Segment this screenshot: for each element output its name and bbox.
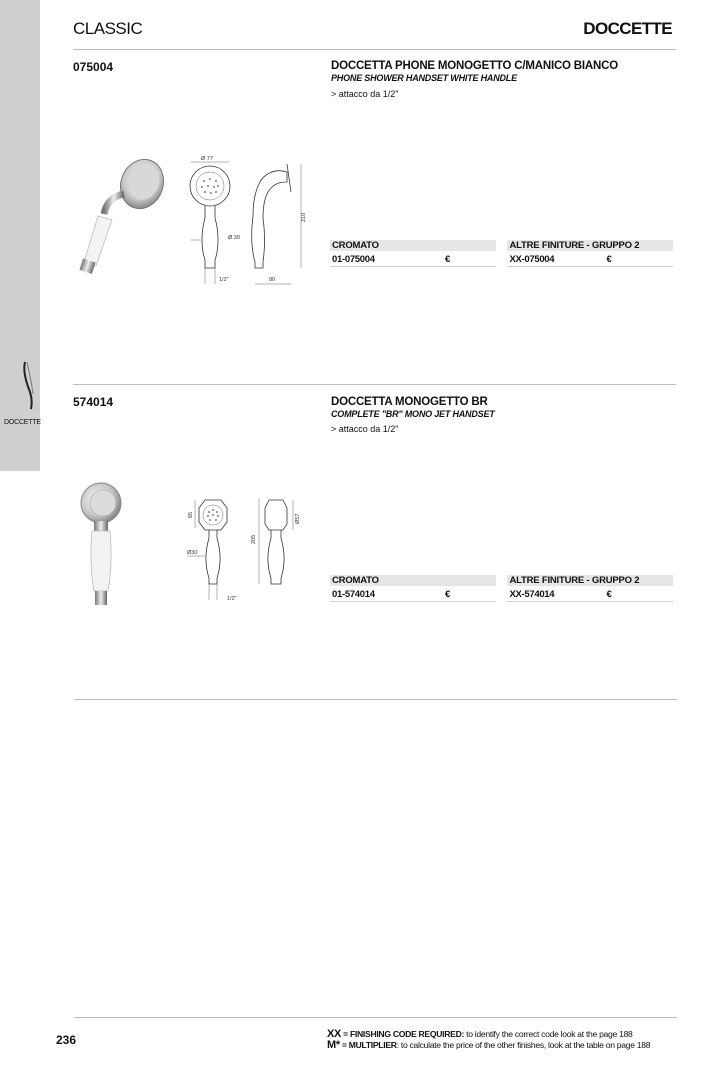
finish-header-other: ALTRE FINITURE - GRUPPO 2 [507, 240, 673, 251]
legend-key: XX [327, 1028, 342, 1040]
price-row-other [507, 253, 673, 267]
dim-height: 210 [301, 212, 307, 222]
product-subtitle: PHONE SHOWER HANDSET WHITE HANDLE [331, 73, 517, 83]
dim-head-height: 65 [188, 511, 194, 518]
price-currency: € [445, 254, 450, 265]
price-row-other [507, 588, 673, 602]
product-code: 075004 [73, 60, 114, 74]
price-currency: € [445, 589, 450, 600]
product-title: DOCCETTA PHONE MONOGETTO C/MANICO BIANCO [331, 60, 618, 72]
dim-head-diameter: Ø57 [295, 513, 301, 524]
technical-drawing [183, 152, 313, 287]
footer-divider [74, 1017, 677, 1018]
technical-drawing [183, 494, 313, 604]
legend-finishing-code [327, 1029, 650, 1040]
price-row-chrome [330, 588, 496, 602]
finish-header-chrome: CROMATO [330, 240, 496, 251]
footer-legend [327, 1029, 650, 1051]
product-code: 574014 [73, 395, 114, 409]
article-code: XX-075004 [509, 254, 555, 265]
legend-label: = FINISHING CODE REQUIRED: [343, 1029, 465, 1039]
legend-text: : to calculate the price of the other finishes, look at the table on page 188 [396, 1040, 651, 1050]
dim-height: 205 [251, 534, 257, 544]
legend-label: = MULTIPLIER [341, 1040, 397, 1050]
sidebar-label: DOCCETTE [4, 419, 41, 426]
dim-handle-diameter: Ø 30 [228, 235, 240, 241]
article-code: 01-075004 [332, 254, 375, 265]
section-end-divider [74, 699, 677, 700]
legend-text: to identify the correct code look at the page 188 [466, 1029, 633, 1039]
price-currency: € [606, 254, 612, 265]
header-category: DOCCETTE [583, 19, 672, 38]
article-code: XX-574014 [509, 589, 555, 600]
product-divider [73, 384, 676, 385]
product-note: > attacco da 1/2" [331, 89, 399, 99]
legend-key: M* [327, 1039, 340, 1051]
shower-handset-icon [20, 360, 38, 412]
price-row-chrome [330, 253, 496, 267]
header-collection: CLASSIC [73, 19, 143, 38]
legend-multiplier [327, 1040, 650, 1051]
product-title: DOCCETTA MONOGETTO BR [331, 396, 488, 408]
page-number: 236 [56, 1033, 77, 1047]
finish-header-other: ALTRE FINITURE - GRUPPO 2 [507, 575, 673, 586]
price-table [330, 240, 673, 267]
price-table [330, 575, 673, 602]
dim-fitting: 1/2" [219, 277, 229, 283]
dim-diameter-head: Ø 77 [201, 156, 213, 162]
product-photo [74, 156, 169, 281]
product-subtitle: COMPLETE "BR" MONO JET HANDSET [331, 409, 495, 419]
header-divider [73, 49, 676, 50]
product-note: > attacco da 1/2" [331, 424, 399, 434]
article-code: 01-574014 [332, 589, 375, 600]
dim-fitting: 1/2" [227, 596, 237, 602]
dim-width: 80 [269, 277, 276, 283]
finish-header-chrome: CROMATO [330, 575, 496, 586]
dim-handle-diameter: Ø30 [187, 550, 198, 556]
product-photo [76, 481, 126, 609]
price-currency: € [606, 589, 612, 600]
